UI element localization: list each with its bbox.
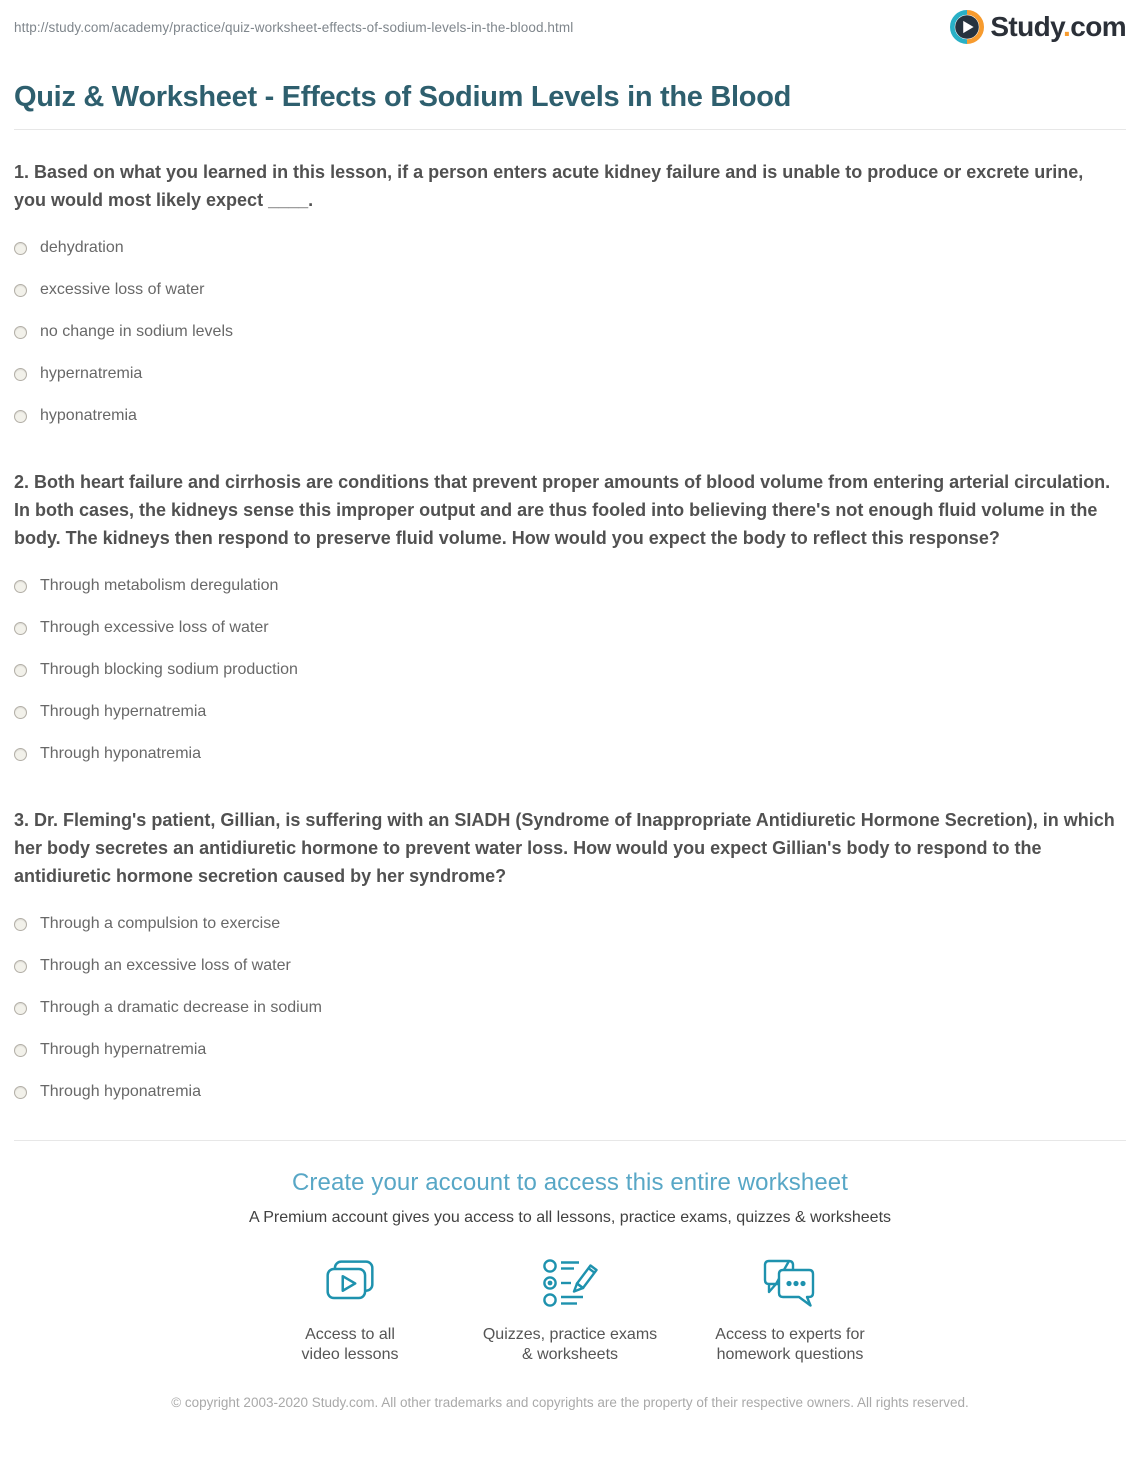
radio-button[interactable] [14,1086,27,1099]
question-2 [14,426,1126,764]
radio-button[interactable] [14,284,27,297]
radio-button[interactable] [14,1002,27,1015]
radio-button[interactable] [14,242,27,255]
question-1-option-5[interactable]: hyponatremia [14,406,1126,426]
feature-label: Access to all video lessons [301,1326,399,1363]
question-1-options [14,238,1126,426]
question-2-option-2[interactable]: Through excessive loss of water [14,618,1126,638]
page-footer [0,1393,1140,1413]
radio-button[interactable] [14,622,27,635]
radio-button[interactable] [14,326,27,339]
question-1-option-4[interactable]: hypernatremia [14,364,1126,384]
page-url: http://study.com/academy/practice/quiz-worksheet-effects-of-sodium-levels-in-the-blood.html [14,20,574,35]
question-1-option-1[interactable]: dehydration [14,238,1126,258]
feature-homework-experts [680,1255,900,1365]
question-3-options [14,914,1126,1102]
radio-button[interactable] [14,580,27,593]
feature-quizzes-worksheets [460,1255,680,1365]
question-1-option-2[interactable]: excessive loss of water [14,280,1126,300]
question-3-option-1[interactable]: Through a compulsion to exercise [14,914,1126,934]
question-3-option-2[interactable]: Through an excessive loss of water [14,956,1126,976]
question-1 [14,130,1126,426]
feature-row [14,1255,1126,1365]
question-2-option-1[interactable]: Through metabolism deregulation [14,576,1126,596]
radio-button[interactable] [14,368,27,381]
cta-subheading: A Premium account gives you access to all lessons, practice exams, quizzes & worksheets [248,1209,892,1226]
study-logo-text: Study.com [990,11,1126,42]
question-3-text: 3. Dr. Fleming's patient, Gillian, is suffering with an SIADH (Syndrome of Inappropriate Antidiuretic Hormone Secretion), in which her body secretes an antidiuretic hormone to prevent water loss. How would you expect Gillian's body to respond to the antidiuretic hormone secretion caused by her syndrome? [14,810,1115,886]
feature-label: Quizzes, practice exams & worksheets [482,1326,658,1363]
radio-button[interactable] [14,960,27,973]
question-3-option-4[interactable]: Through hypernatremia [14,1040,1126,1060]
question-2-option-4[interactable]: Through hypernatremia [14,702,1126,722]
question-2-option-5[interactable]: Through hyponatremia [14,744,1126,764]
question-2-text: 2. Both heart failure and cirrhosis are conditions that prevent proper amounts of blood volume from entering arterial circulation. In both cases, the kidneys sense this improper output and are thus fooled into believing there's not enough fluid volume in the body. The kidneys then respond to preserve fluid volume. How would you expect the body to reflect this response? [14,472,1111,548]
radio-button[interactable] [14,410,27,423]
radio-button[interactable] [14,918,27,931]
question-1-text: 1. Based on what you learned in this lesson, if a person enters acute kidney failure and is unable to produce or excrete urine, you would most likely expect ____. [14,162,1084,210]
quizzes-worksheets-icon [460,1255,680,1313]
cta-heading: Create your account to access this entire worksheet [291,1169,849,1196]
video-lessons-icon [240,1255,460,1313]
page-title: Quiz & Worksheet - Effects of Sodium Levels in the Blood [14,81,792,113]
feature-video-lessons [240,1255,460,1365]
create-account-section [14,1140,1126,1365]
feature-label: Access to experts for homework questions [715,1326,865,1363]
question-3-option-3[interactable]: Through a dramatic decrease in sodium [14,998,1126,1018]
copyright: © copyright 2003-2020 Study.com. All other trademarks and copyrights are the property of their respective owners. All rights reserved. [171,1395,969,1410]
question-3-option-5[interactable]: Through hyponatremia [14,1082,1126,1102]
question-1-option-3[interactable]: no change in sodium levels [14,322,1126,342]
study-play-icon [950,10,984,44]
question-3 [14,764,1126,1102]
radio-button[interactable] [14,706,27,719]
question-2-option-3[interactable]: Through blocking sodium production [14,660,1126,680]
question-2-options [14,576,1126,764]
radio-button[interactable] [14,748,27,761]
top-bar [0,0,1140,44]
radio-button[interactable] [14,1044,27,1057]
chat-experts-icon [680,1255,900,1313]
radio-button[interactable] [14,664,27,677]
study-logo[interactable] [950,10,1126,44]
